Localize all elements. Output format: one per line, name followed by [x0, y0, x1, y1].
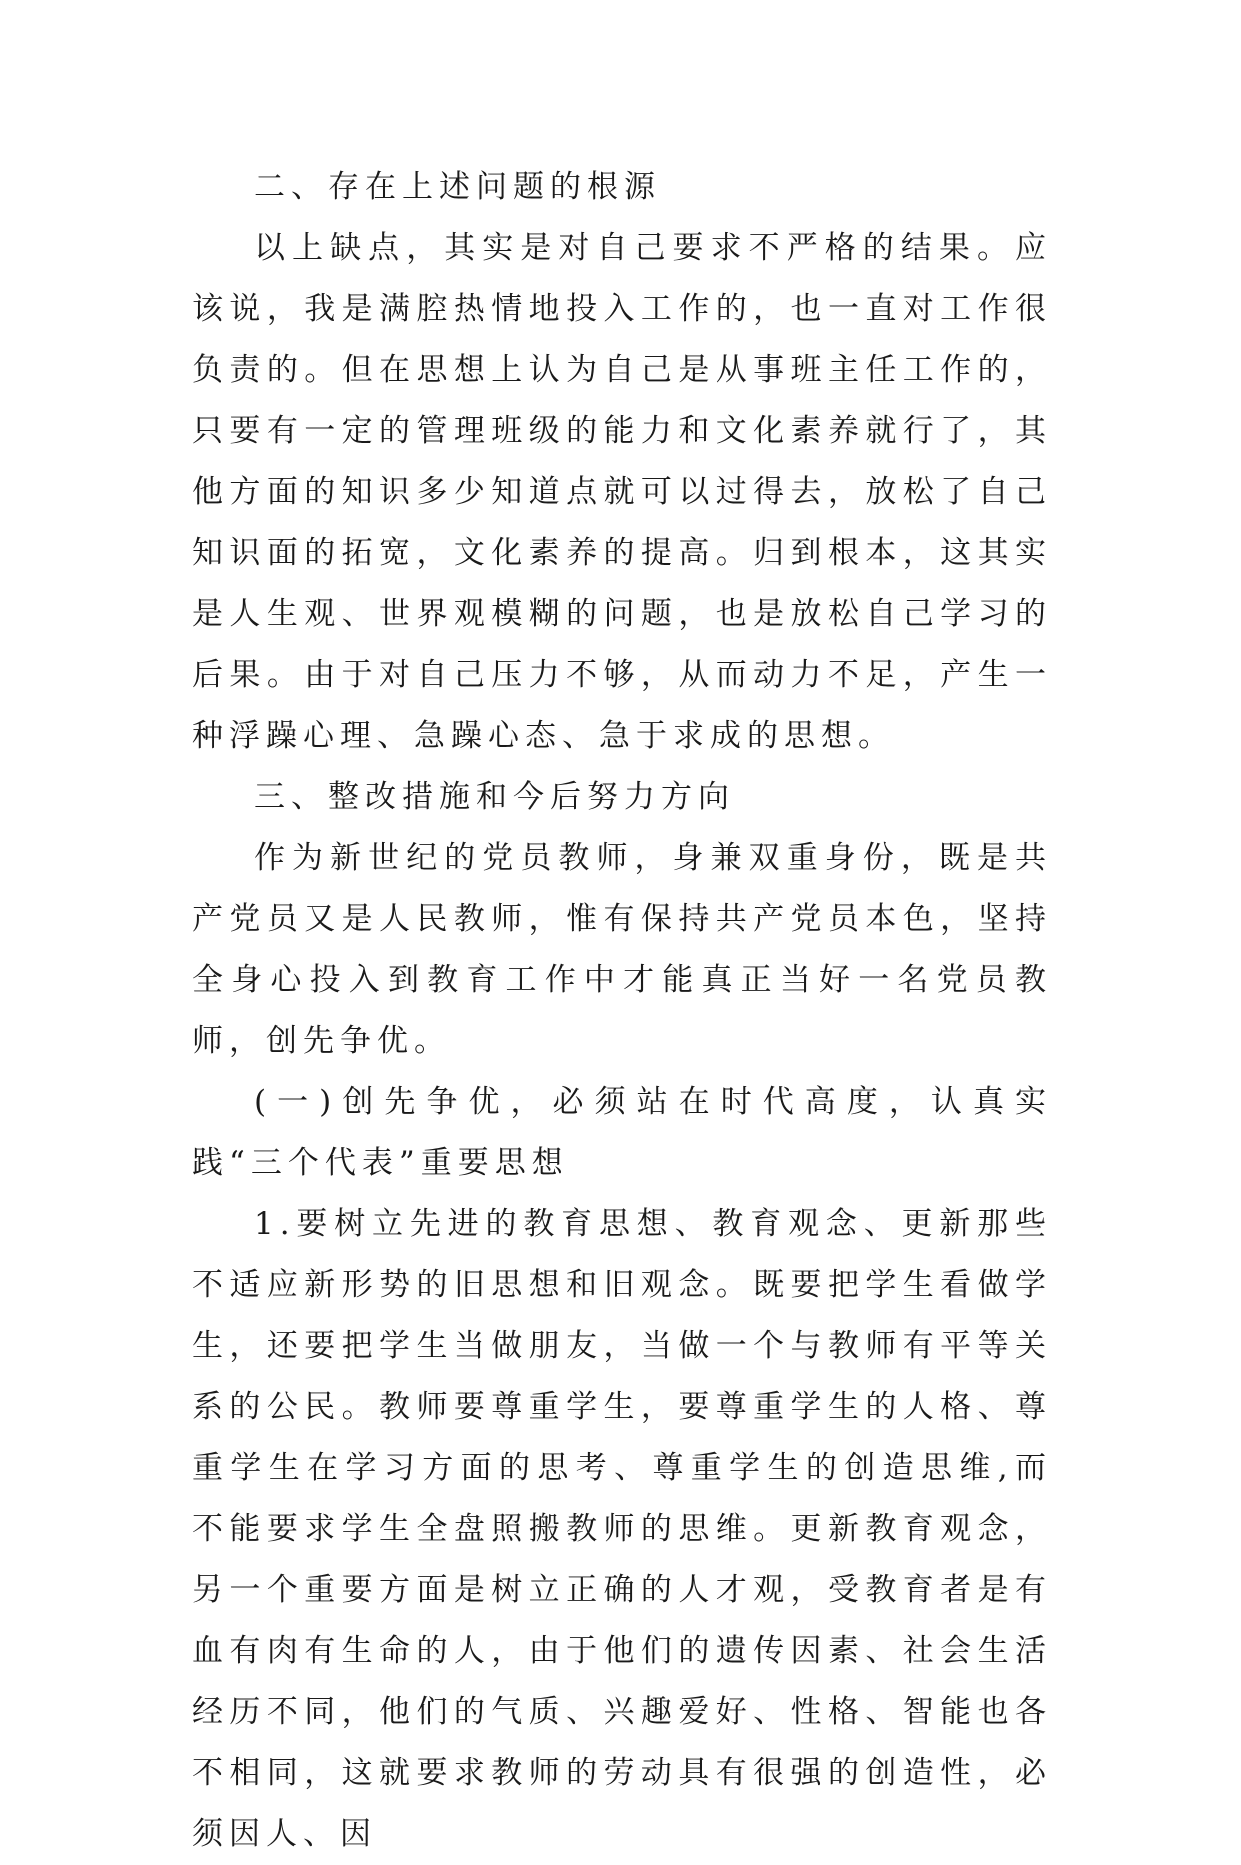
paragraph-item-one: 1.要树立先进的教育思想、教育观念、更新那些不适应新形势的旧思想和旧观念。既要把学生看做学生，还要把学生当做朋友，当做一个与教师有平等关系的公民。教师要尊重学生，要尊重学生的人格、尊重学生在学习方面的思考、尊重学生的创造思维,而不能要求学生全盘照搬教师的思维。更新教育观念，另一个重要方面是树立正确的人才观，受教育者是有血有肉有生命的人，由于他们的遗传因素、社会生活经历不同，他们的气质、兴趣爱好、性格、智能也各不相同，这就要求教师的劳动具有很强的创造性，必须因人、因: [192, 1206, 1052, 1852]
section-heading-measures: 三、整改措施和今后努力方向: [254, 779, 735, 815]
paragraph-party-teacher: 作为新世纪的党员教师，身兼双重身份，既是共产党员又是人民教师，惟有保持共产党员本色，坚持全身心投入到教育工作中才能真正当好一名党员教师，创先争优。: [192, 840, 1052, 1059]
section-heading-roots: 二、存在上述问题的根源: [254, 169, 661, 205]
paragraph-roots-analysis: 以上缺点，其实是对自己要求不严格的结果。应该说，我是满腔热情地投入工作的，也一直对工作很负责的。但在思想上认为自己是从事班主任工作的，只要有一定的管理班级的能力和文化素养就行了，其他方面的知识多少知道点就可以过得去，放松了自己知识面的拓宽，文化素养的提高。归到根本，这其实是人生观、世界观模糊的问题，也是放松自己学习的后果。由于对自己压力不够，从而动力不足，产生一种浮躁心理、急躁心态、急于求成的思想。: [192, 230, 1052, 754]
document-body: [192, 157, 1052, 1865]
subsection-heading-one: (一)创先争优，必须站在时代高度，认真实践“三个代表”重要思想: [192, 1084, 1052, 1181]
